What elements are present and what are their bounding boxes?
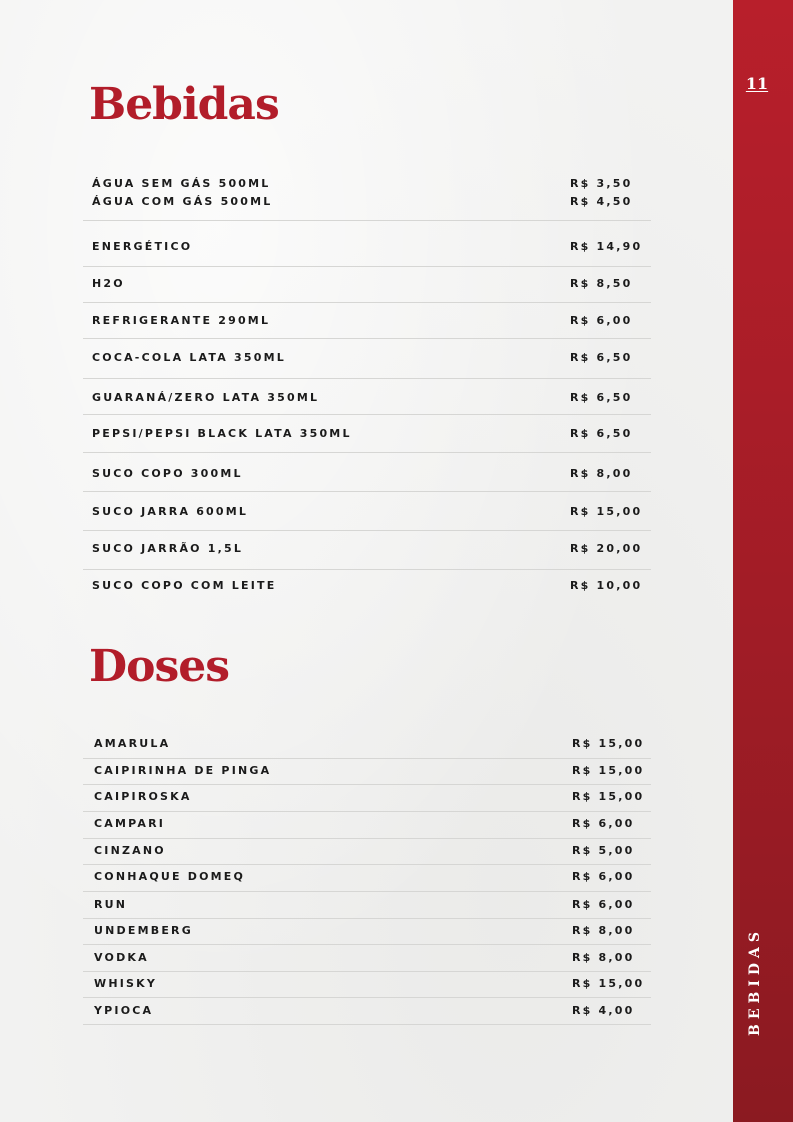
item-price: R$ 15,00	[572, 977, 645, 990]
item-price: R$ 15,00	[570, 505, 643, 518]
item-price: R$ 4,50	[570, 195, 633, 208]
row-divider	[83, 220, 651, 221]
item-price: R$ 6,00	[572, 870, 635, 883]
row-divider	[83, 338, 651, 339]
item-name: CONHAQUE DOMEQ	[94, 870, 246, 883]
item-price: R$ 6,50	[570, 351, 633, 364]
row-divider	[83, 971, 651, 972]
item-name: SUCO JARRA 600ML	[92, 505, 249, 518]
item-price: R$ 8,00	[572, 924, 635, 937]
row-divider	[83, 452, 651, 453]
item-name: REFRIGERANTE 290ML	[92, 314, 271, 327]
row-divider	[83, 784, 651, 785]
item-price: R$ 6,50	[570, 391, 633, 404]
item-name: CAMPARI	[94, 817, 166, 830]
item-name: CAIPIRINHA DE PINGA	[94, 764, 272, 777]
row-divider	[83, 811, 651, 812]
item-price: R$ 15,00	[572, 764, 645, 777]
item-price: R$ 6,00	[572, 898, 635, 911]
item-name: ENERGÉTICO	[92, 240, 193, 253]
item-name: CAIPIROSKA	[94, 790, 192, 803]
item-name: SUCO COPO COM LEITE	[92, 579, 277, 592]
item-price: R$ 4,00	[572, 1004, 635, 1017]
row-divider	[83, 530, 651, 531]
item-price: R$ 14,90	[570, 240, 643, 253]
side-section-label: BEBIDAS	[747, 927, 763, 1036]
item-price: R$ 8,50	[570, 277, 633, 290]
item-price: R$ 10,00	[570, 579, 643, 592]
item-name: ÁGUA COM GÁS 500ML	[92, 195, 273, 208]
item-name: UNDEMBERG	[94, 924, 193, 937]
item-price: R$ 15,00	[572, 737, 645, 750]
row-divider	[83, 266, 651, 267]
item-price: R$ 3,50	[570, 177, 633, 190]
row-divider	[83, 891, 651, 892]
item-price: R$ 5,00	[572, 844, 635, 857]
item-name: PEPSI/PEPSI BLACK LATA 350ML	[92, 427, 352, 440]
item-name: COCA-COLA LATA 350ML	[92, 351, 286, 364]
item-name: VODKA	[94, 951, 149, 964]
item-name: ÁGUA SEM GÁS 500ML	[92, 177, 271, 190]
row-divider	[83, 864, 651, 865]
item-name: RUN	[94, 898, 128, 911]
item-name: GUARANÁ/ZERO LATA 350ML	[92, 391, 320, 404]
item-name: SUCO JARRÃO 1,5L	[92, 542, 244, 555]
item-price: R$ 8,00	[570, 467, 633, 480]
item-name: AMARULA	[94, 737, 171, 750]
row-divider	[83, 414, 651, 415]
item-price: R$ 20,00	[570, 542, 643, 555]
item-name: WHISKY	[94, 977, 158, 990]
item-price: R$ 8,00	[572, 951, 635, 964]
item-name: YPIOCA	[94, 1004, 154, 1017]
row-divider	[83, 997, 651, 998]
item-name: SUCO COPO 300ML	[92, 467, 243, 480]
row-divider	[83, 838, 651, 839]
row-divider	[83, 918, 651, 919]
item-name: CINZANO	[94, 844, 166, 857]
row-divider	[83, 1024, 651, 1025]
item-price: R$ 6,50	[570, 427, 633, 440]
item-price: R$ 15,00	[572, 790, 645, 803]
item-name: H2O	[92, 277, 125, 290]
row-divider	[83, 569, 651, 570]
row-divider	[83, 944, 651, 945]
page-number: 11	[745, 74, 769, 93]
item-price: R$ 6,00	[572, 817, 635, 830]
row-divider	[83, 302, 651, 303]
item-price: R$ 6,00	[570, 314, 633, 327]
row-divider	[83, 758, 651, 759]
row-divider	[83, 491, 651, 492]
section-title-bebidas: Bebidas	[89, 79, 279, 130]
row-divider	[83, 378, 651, 379]
section-title-doses: Doses	[89, 641, 230, 692]
